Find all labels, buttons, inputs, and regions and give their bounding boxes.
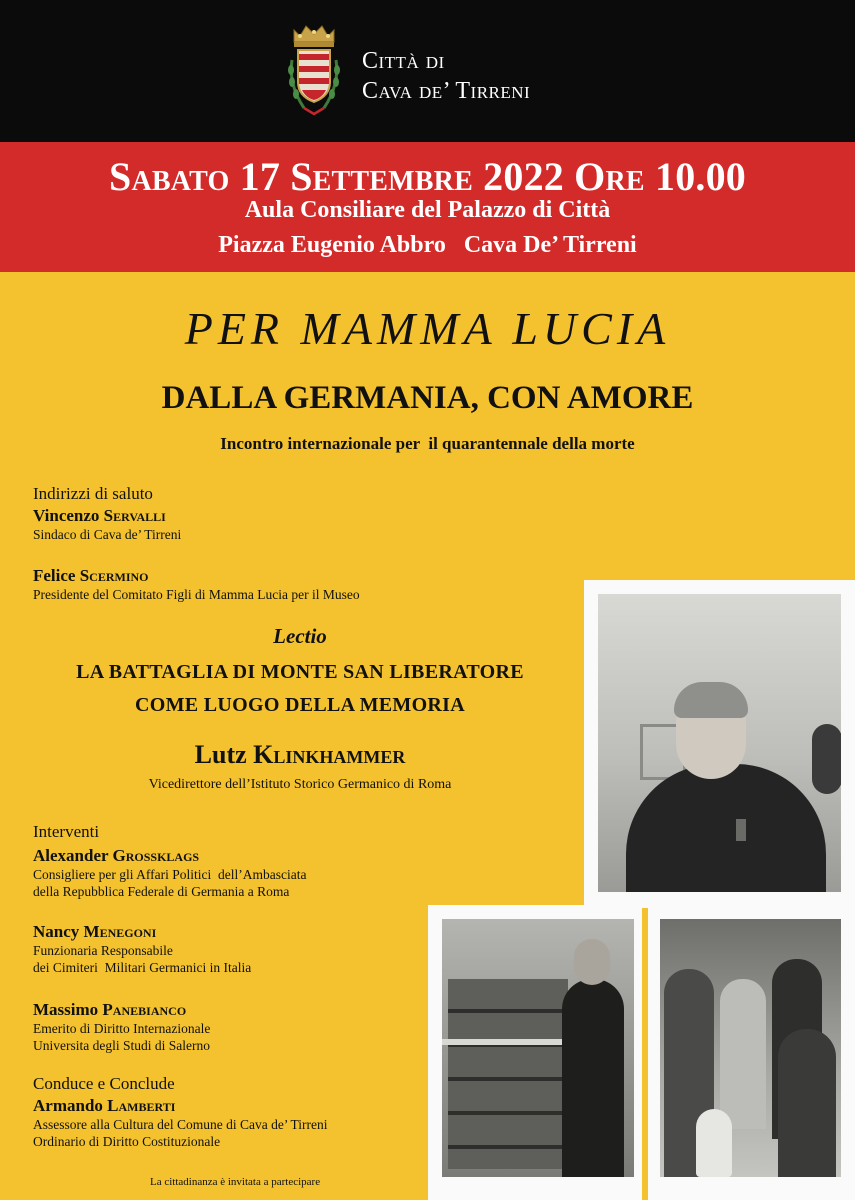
speaker-role-line: Emerito di Diritto Internazionale: [33, 1021, 211, 1036]
photo-ossuary-image: [442, 919, 634, 1177]
lectio-speaker-role: Vicedirettore dell’Istituto Storico Germanico di Roma: [148, 777, 452, 792]
main-title: PER MAMMA LUCIA: [184, 303, 671, 354]
speaker-entry: [33, 1000, 210, 1054]
photo-crowd-image: [660, 919, 841, 1177]
speaker-role-line: della Repubblica Federale di Germania a Roma: [33, 884, 290, 899]
photo-portrait-image: [598, 594, 841, 892]
greetings-section: [33, 484, 153, 504]
photo-drawers: [448, 979, 568, 1169]
speaker-name: [33, 922, 251, 942]
speaker-first-name: Massimo: [33, 1000, 99, 1019]
speaker-last-name: Grossklags: [112, 846, 200, 865]
interventions-heading: Interventi: [33, 822, 100, 841]
speaker-first-name: Vincenzo: [33, 506, 100, 525]
photo-ribbon: [442, 1039, 572, 1045]
speaker-last-name: Servalli: [103, 506, 166, 525]
host-last-name: Lamberti: [107, 1096, 176, 1115]
speaker-role-line: dei Cimiteri Militari Germanici in Italia: [33, 960, 252, 975]
speaker-role: Presidente del Comitato Figli di Mamma Lucia per il Museo: [33, 587, 360, 602]
speaker-entry: [33, 846, 306, 900]
photo-figure: [562, 979, 624, 1177]
speaker-last-name: Panebianco: [102, 1000, 187, 1019]
speaker-last-name: Menegoni: [83, 922, 157, 941]
speaker-last-name: Scermino: [79, 566, 149, 585]
tagline: Incontro internazionale per il quarantennale della morte: [220, 434, 635, 453]
event-info-band: [0, 142, 855, 272]
lectio-title-line2: COME LUOGO DELLA MEMORIA: [135, 694, 465, 716]
speaker-first-name: Alexander: [33, 846, 109, 865]
city-name-line2: Cava de’ Tirreni: [362, 78, 531, 104]
speaker-entry: [33, 922, 251, 976]
speaker-role-line: Universita degli Studi di Salerno: [33, 1038, 210, 1053]
photo-ossuary: [428, 905, 642, 1200]
host-first-name: Armando: [33, 1096, 103, 1115]
photo-hair: [674, 682, 748, 718]
lectio-title-line1: LA BATTAGLIA DI MONTE SAN LIBERATORE: [76, 661, 524, 683]
city-name: [362, 46, 530, 106]
speaker-name: [33, 1000, 210, 1020]
header-band: [0, 0, 855, 142]
photo-bystander: [812, 724, 841, 794]
host-role-line: Ordinario di Diritto Costituzionale: [33, 1134, 221, 1149]
speaker-role-line: Funzionaria Responsabile: [33, 943, 173, 958]
speaker-entry: [33, 566, 360, 603]
photo-man-center: [720, 979, 766, 1129]
city-name-line1: Città di: [362, 48, 445, 74]
speaker-first-name: Nancy: [33, 922, 80, 941]
photo-crowd: [648, 905, 855, 1200]
speaker-first-name: Felice: [33, 566, 76, 585]
lectio-label: Lectio: [273, 624, 327, 648]
host-name: [33, 1096, 327, 1116]
subtitle: DALLA GERMANIA, CON AMORE: [161, 380, 694, 416]
photo-woman: [778, 1029, 836, 1177]
medal-icon: [736, 819, 746, 841]
venue-line-2: Piazza Eugenio Abbro Cava De’ Tirreni: [218, 232, 637, 258]
speaker-role-line: Consigliere per gli Affari Politici dell’Ambasciata: [33, 867, 307, 882]
photo-portrait: [584, 580, 855, 908]
event-date: Sabato 17 Settembre 2022 Ore 10.00: [109, 154, 746, 199]
speaker-role: Sindaco di Cava de’ Tirreni: [33, 527, 182, 542]
lectio-speaker: [0, 740, 600, 770]
footer-note: La cittadinanza è invitata a partecipare: [150, 1176, 321, 1188]
speaker-name: [33, 846, 306, 866]
host-heading: Conduce e Conclude: [33, 1074, 175, 1093]
interventions-section: [33, 822, 99, 842]
city-coat-of-arms-icon: [286, 20, 342, 122]
lectio-speaker-last: Klinkhammer: [253, 740, 406, 769]
host-role-line: Assessore alla Cultura del Comune di Cava de’ Tirreni: [33, 1117, 328, 1132]
photo-child: [696, 1109, 732, 1177]
speaker-name: [33, 506, 181, 526]
photo-figure-head: [574, 939, 610, 985]
venue-line-1: Aula Consiliare del Palazzo di Città: [244, 197, 611, 223]
speaker-name: [33, 566, 360, 586]
host-section: [33, 1074, 327, 1150]
greetings-heading: Indirizzi di saluto: [33, 484, 153, 503]
speaker-entry: [33, 506, 181, 543]
lectio-speaker-first: Lutz: [194, 740, 247, 769]
